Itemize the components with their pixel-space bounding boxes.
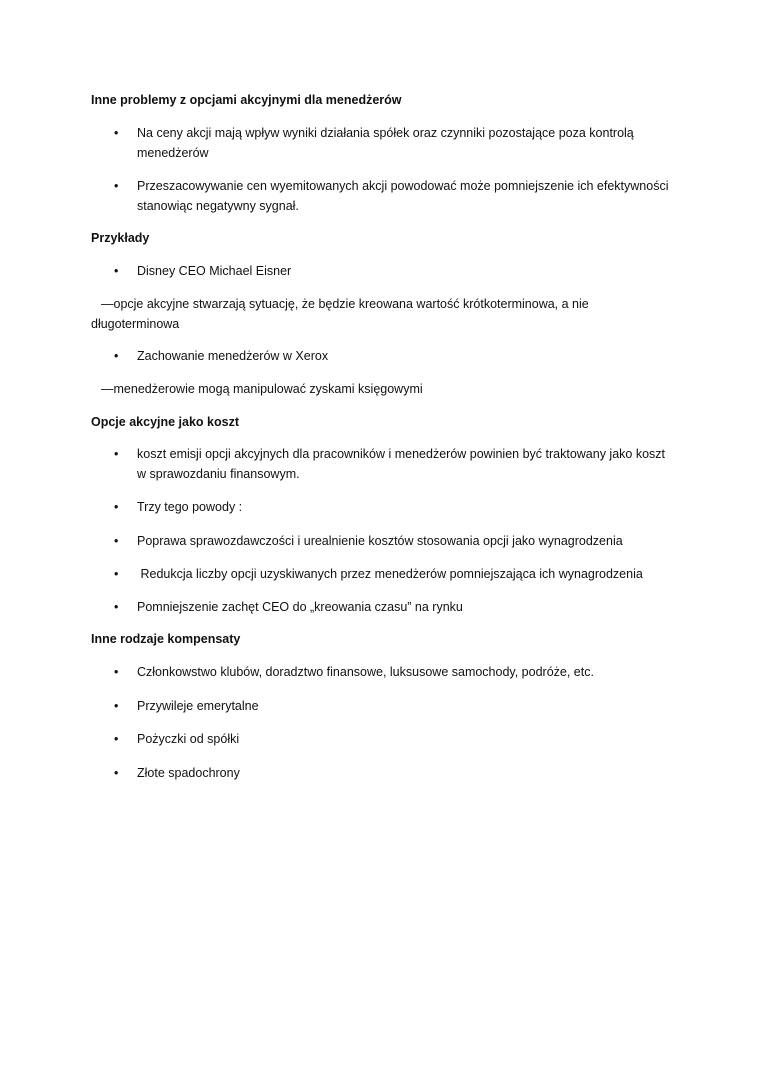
bullet-icon: • [114,567,119,581]
bullet-icon: • [114,534,119,548]
list-item: Trzy tego powody : [137,500,243,514]
list-item: Pomniejszenie zachęt CEO do „kreowania czasu” na rynku [137,600,463,614]
bullet-icon: • [114,447,119,461]
section-heading: Inne rodzaje kompensaty [91,632,241,646]
bullet-icon: • [114,349,119,363]
bullet-icon: • [114,732,119,746]
bullet-icon: • [114,500,119,514]
list-item: koszt emisji opcji akcyjnych dla pracowników i menedżerów powinien być traktowany jako koszt w sprawozdaniu finansowym. [137,447,666,481]
list-item: Złote spadochrony [137,766,240,780]
section-heading: Opcje akcyjne jako koszt [91,415,239,429]
bullet-icon: • [114,264,119,278]
bullet-icon: • [114,600,119,614]
section-heading: Przykłady [91,231,150,245]
bullet-icon: • [114,665,119,679]
bullet-icon: • [114,126,119,140]
note-text: —opcje akcyjne stwarzają sytuację, że będzie kreowana wartość krótkoterminowa, a nie długoterminowa [91,297,589,331]
list-item: Przywileje emerytalne [137,699,259,713]
bullet-icon: • [114,699,119,713]
note-text: —menedżerowie mogą manipulować zyskami księgowymi [101,382,423,396]
list-item: Disney CEO Michael Eisner [137,264,292,278]
list-item: Zachowanie menedżerów w Xerox [137,349,329,363]
list-item: Pożyczki od spółki [137,732,240,746]
bullet-icon: • [114,766,119,780]
list-item: Poprawa sprawozdawczości i urealnienie kosztów stosowania opcji jako wynagrodzenia [137,534,623,548]
bullet-icon: • [114,179,119,193]
list-item: Na ceny akcji mają wpływ wyniki działania spółek oraz czynniki pozostające poza kontrolą menedżerów [137,126,634,160]
list-item: Redukcja liczby opcji uzyskiwanych przez menedżerów pomniejszająca ich wynagrodzenia [137,567,643,581]
list-item: Członkowstwo klubów, doradztwo finansowe, luksusowe samochody, podróże, etc. [137,665,594,679]
list-item: Przeszacowywanie cen wyemitowanych akcji powodować może pomniejszenie ich efektywności stanowiąc negatywny sygnał. [137,179,669,213]
section-heading: Inne problemy z opcjami akcyjnymi dla menedżerów [91,93,402,107]
